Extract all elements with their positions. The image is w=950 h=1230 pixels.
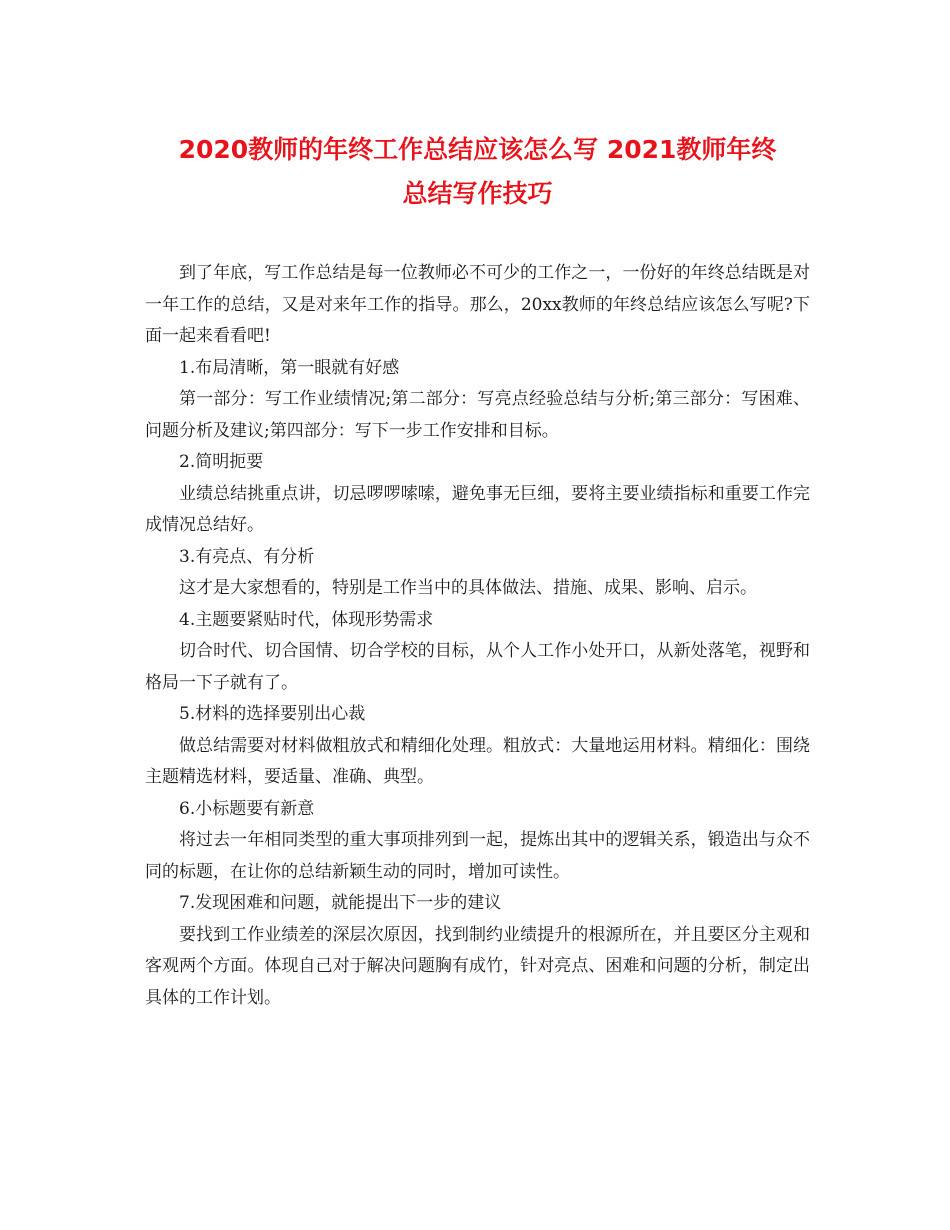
section-body-3: 这才是大家想看的，特别是工作当中的具体做法、措施、成果、影响、启示。 <box>179 578 757 598</box>
section-heading-4: 4.主题要紧贴时代，体现形势需求 <box>179 609 434 630</box>
section-heading-5: 5.材料的选择要别出心裁 <box>179 704 366 724</box>
document-body <box>145 258 810 1014</box>
section-body-1: 第一部分：写工作业绩情况;第二部分：写亮点经验总结与分析;第三部分：写困难、问题分析及建议;第四部分：写下一步工作安排和目标。 <box>145 389 810 441</box>
section-heading-1: 1.布局清晰，第一眼就有好感 <box>179 357 400 378</box>
section-body-2: 业绩总结挑重点讲，切忌啰啰嗦嗦，避免事无巨细，要将主要业绩指标和重要工作完成情况总结好。 <box>145 483 810 535</box>
section-heading-7: 7.发现困难和问题，就能提出下一步的建议 <box>179 893 502 913</box>
section-body-6: 将过去一年相同类型的重大事项排列到一起，提炼出其中的逻辑关系，锻造出与众不同的标题，在让你的总结新颖生动的同时，增加可读性。 <box>145 830 810 882</box>
section-body-5: 做总结需要对材料做粗放式和精细化处理。粗放式：大量地运用材料。精细化：围绕主题精选材料，要适量、准确、典型。 <box>145 735 810 787</box>
document-title <box>145 128 810 216</box>
document-page <box>145 128 810 1014</box>
section-heading-6: 6.小标题要有新意 <box>179 798 315 819</box>
section-body-7: 要找到工作业绩差的深层次原因，找到制约业绩提升的根源所在，并且要区分主观和客观两个方面。体现自己对于解决问题胸有成竹，针对亮点、困难和问题的分析，制定出具体的工作计划。 <box>145 924 810 1008</box>
section-heading-3: 3.有亮点、有分析 <box>179 546 315 567</box>
title-line-1: 2020教师的年终工作总结应该怎么写 2021教师年终 <box>178 135 777 164</box>
intro-paragraph: 到了年底，写工作总结是每一位教师必不可少的工作之一，一份好的年终总结既是对一年工作的总结，又是对来年工作的指导。那么，20xx教师的年终总结应该怎么写呢?下面一起来看看吧! <box>145 263 810 346</box>
title-line-2: 总结写作技巧 <box>402 179 553 208</box>
section-heading-2: 2.简明扼要 <box>179 452 264 472</box>
section-body-4: 切合时代、切合国情、切合学校的目标，从个人工作小处开口，从新处落笔，视野和格局一下子就有了。 <box>145 641 810 693</box>
